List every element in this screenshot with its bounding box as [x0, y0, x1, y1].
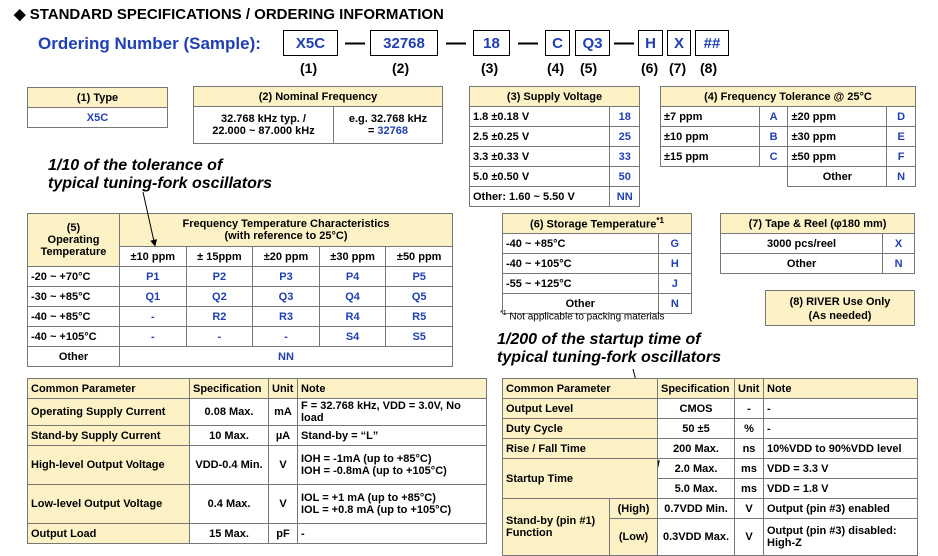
- param-note-line: IOL = +1 mA (up to +85°C): [301, 492, 436, 504]
- tape-reel-other: Other: [721, 254, 883, 274]
- temp-code: Q4: [319, 287, 386, 307]
- temp-code: -: [120, 327, 187, 347]
- col-header-parameter: Common Parameter: [28, 379, 190, 399]
- order-part-tolerance: C: [545, 30, 570, 56]
- order-index: (5): [580, 60, 598, 76]
- param-note: [298, 446, 487, 485]
- order-index: (6): [641, 60, 659, 76]
- param-note-line: IOL = +0.8 mA (up to +105°C): [301, 504, 452, 516]
- tolerance-code: D: [887, 107, 916, 127]
- ordering-number-label: Ordering Number (Sample):: [38, 34, 261, 53]
- param-unit: V: [735, 519, 764, 556]
- param-unit: V: [269, 485, 298, 524]
- temp-char-num: (5): [66, 222, 81, 234]
- storage-other-label: Other: [503, 294, 659, 314]
- order-dash: —: [345, 32, 365, 54]
- tolerance-value: ±30 ppm: [788, 127, 887, 147]
- tolerance-value: ±10 ppm: [661, 127, 760, 147]
- temp-code: S4: [319, 327, 386, 347]
- tape-reel-value: 3000 pcs/reel: [721, 234, 883, 254]
- frequency-typ: 32.768 kHz typ. /: [220, 113, 306, 125]
- river-use-title: (8) RIVER Use Only: [789, 296, 891, 308]
- supply-voltage-value: 1.8 ±0.18 V: [470, 107, 610, 127]
- temp-code: Q5: [386, 287, 453, 307]
- startup-note-line1: 1/200 of the startup time of: [497, 331, 701, 348]
- param-name: Rise / Fall Time: [503, 439, 658, 459]
- temp-code: P1: [120, 267, 187, 287]
- temp-code: P3: [253, 267, 320, 287]
- temp-char-col: ±20 ppm: [253, 247, 320, 267]
- temp-range: -20 ~ +70°C: [28, 267, 120, 287]
- param-note: VDD = 3.3 V: [764, 459, 918, 479]
- startup-note-line2: typical tuning-fork oscillators: [497, 349, 722, 366]
- order-dash: —: [446, 32, 466, 54]
- supply-voltage-value: 5.0 ±0.50 V: [470, 167, 610, 187]
- param-spec: 50 ±5: [658, 419, 735, 439]
- param-unit: V: [735, 499, 764, 519]
- param-note: F = 32.768 kHz, VDD = 3.0V, No load: [298, 399, 487, 426]
- tape-reel-header: (7) Tape & Reel (φ180 mm): [721, 214, 915, 234]
- tolerance-note-line2: typical tuning-fork oscillators: [48, 175, 273, 192]
- param-unit: ms: [735, 459, 764, 479]
- order-part-storage: H: [638, 30, 663, 56]
- tape-reel-other-code: N: [883, 254, 915, 274]
- order-index: (3): [481, 60, 499, 76]
- tolerance-code: A: [759, 107, 788, 127]
- temp-code: R2: [186, 307, 253, 327]
- common-param-table-right: [502, 378, 918, 556]
- param-name-line: Stand-by (pin #1): [506, 515, 596, 527]
- param-unit: pF: [269, 524, 298, 544]
- temp-code: Q3: [253, 287, 320, 307]
- param-unit: mA: [269, 399, 298, 426]
- param-spec: 200 Max.: [658, 439, 735, 459]
- storage-range: -40 ~ +85°C: [503, 234, 659, 254]
- param-note-line: High-Z: [767, 537, 802, 549]
- param-note: 10%VDD to 90%VDD level: [764, 439, 918, 459]
- param-unit: -: [735, 399, 764, 419]
- storage-code: H: [658, 254, 691, 274]
- supply-voltage-code: 50: [610, 167, 640, 187]
- type-header: (1) Type: [28, 88, 168, 108]
- param-unit: V: [269, 446, 298, 485]
- order-index: (4): [547, 60, 565, 76]
- frequency-example-eq: =: [367, 125, 378, 137]
- storage-code: J: [658, 274, 691, 294]
- param-note: [298, 485, 487, 524]
- order-part-type: X5C: [283, 30, 338, 56]
- temp-range: -30 ~ +85°C: [28, 287, 120, 307]
- param-unit: ns: [735, 439, 764, 459]
- tolerance-header: (4) Frequency Tolerance @ 25°C: [661, 87, 916, 107]
- storage-other-code: N: [658, 294, 691, 314]
- frequency-header: (2) Nominal Frequency: [194, 87, 443, 107]
- param-spec: 5.0 Max.: [658, 479, 735, 499]
- param-spec: 15 Max.: [190, 524, 269, 544]
- col-header-unit: Unit: [269, 379, 298, 399]
- param-unit: ms: [735, 479, 764, 499]
- page-title: ◆ STANDARD SPECIFICATIONS / ORDERING INFORMATION: [14, 6, 444, 23]
- temp-code: S5: [386, 327, 453, 347]
- supply-voltage-value: 2.5 ±0.25 V: [470, 127, 610, 147]
- supply-voltage-code: 18: [610, 107, 640, 127]
- temp-code: -: [120, 307, 187, 327]
- param-name: High-level Output Voltage: [28, 446, 190, 485]
- param-note: -: [298, 524, 487, 544]
- param-note-line: Output (pin #3) disabled:: [767, 525, 897, 537]
- tolerance-code: E: [887, 127, 916, 147]
- supply-voltage-value: Other: 1.60 ~ 5.50 V: [470, 187, 610, 207]
- param-name: [503, 499, 610, 556]
- supply-voltage-code: NN: [610, 187, 640, 207]
- param-name: Startup Time: [503, 459, 658, 499]
- param-spec: 0.3VDD Max.: [658, 519, 735, 556]
- storage-temp-title: (6) Storage Temperature: [530, 218, 657, 231]
- temp-range: -40 ~ +105°C: [28, 327, 120, 347]
- storage-footnote-mark: *1: [500, 310, 507, 317]
- tape-reel-code: X: [883, 234, 915, 254]
- temperature-label: Temperature: [40, 246, 107, 258]
- tolerance-value: ±20 ppm: [788, 107, 887, 127]
- frequency-span: 22.000 ~ 87.000 kHz: [212, 125, 315, 137]
- param-note: Stand-by = “L”: [298, 426, 487, 446]
- temp-code: -: [253, 327, 320, 347]
- param-name: Stand-by Supply Current: [28, 426, 190, 446]
- temp-code: Q2: [186, 287, 253, 307]
- param-note-line: IOH = -0.8mA (up to +105°C): [301, 465, 447, 477]
- param-spec: VDD-0.4 Min.: [190, 446, 269, 485]
- temp-code: P2: [186, 267, 253, 287]
- param-note-line: IOH = -1mA (up to +85°C): [301, 453, 432, 465]
- supply-voltage-header: (3) Supply Voltage: [470, 87, 640, 107]
- order-part-voltage: 18: [473, 30, 510, 56]
- param-note: -: [764, 419, 918, 439]
- temp-code: R4: [319, 307, 386, 327]
- tolerance-code: F: [887, 147, 916, 167]
- storage-temp-sup: *1: [656, 216, 664, 226]
- temp-code: P5: [386, 267, 453, 287]
- param-note: VDD = 1.8 V: [764, 479, 918, 499]
- order-index: (1): [300, 60, 318, 76]
- supply-voltage-value: 3.3 ±0.33 V: [470, 147, 610, 167]
- temp-code: R3: [253, 307, 320, 327]
- storage-range: -40 ~ +105°C: [503, 254, 659, 274]
- order-part-tape: X: [667, 30, 691, 56]
- temp-other-code: NN: [120, 347, 453, 367]
- river-use-subtitle: (As needed): [808, 310, 872, 322]
- order-part-river: ##: [695, 30, 729, 56]
- param-spec: 0.7VDD Min.: [658, 499, 735, 519]
- temp-code: P4: [319, 267, 386, 287]
- param-name: Low-level Output Voltage: [28, 485, 190, 524]
- tolerance-other-label: Other: [788, 167, 887, 187]
- common-param-table-left: [27, 378, 487, 544]
- temp-code: Q1: [120, 287, 187, 307]
- order-index: (2): [392, 60, 410, 76]
- order-part-frequency: 32768: [370, 30, 438, 56]
- storage-code: G: [658, 234, 691, 254]
- temp-code: -: [186, 327, 253, 347]
- param-name-line: Function: [506, 527, 553, 539]
- type-value: X5C: [28, 108, 168, 128]
- param-note: -: [764, 399, 918, 419]
- operating-label: Operating: [47, 234, 100, 246]
- param-spec: 2.0 Max.: [658, 459, 735, 479]
- col-header-note: Note: [764, 379, 918, 399]
- tolerance-code: C: [759, 147, 788, 167]
- param-name: Operating Supply Current: [28, 399, 190, 426]
- temp-char-col: ±30 ppm: [319, 247, 386, 267]
- standby-low-label: (Low): [610, 519, 658, 556]
- tolerance-value: ±15 ppm: [661, 147, 760, 167]
- temp-code: R5: [386, 307, 453, 327]
- param-spec: 0.08 Max.: [190, 399, 269, 426]
- col-header-note: Note: [298, 379, 487, 399]
- order-part-temp-char: Q3: [575, 30, 610, 56]
- order-index: (8): [700, 60, 718, 76]
- temp-char-subtitle: (with reference to 25°C): [224, 230, 348, 242]
- supply-voltage-code: 25: [610, 127, 640, 147]
- param-spec: 10 Max.: [190, 426, 269, 446]
- tolerance-other-code: N: [887, 167, 916, 187]
- col-header-unit: Unit: [735, 379, 764, 399]
- temp-char-title: Frequency Temperature Characteristics: [182, 218, 390, 230]
- temp-range: -40 ~ +85°C: [28, 307, 120, 327]
- order-index: (7): [669, 60, 687, 76]
- col-header-parameter: Common Parameter: [503, 379, 658, 399]
- supply-voltage-code: 33: [610, 147, 640, 167]
- param-spec: CMOS: [658, 399, 735, 419]
- temp-char-col: ±10 ppm: [120, 247, 187, 267]
- temp-char-col: ±50 ppm: [386, 247, 453, 267]
- arrow-tolerance: [143, 192, 155, 246]
- param-name: Duty Cycle: [503, 419, 658, 439]
- tolerance-code: B: [759, 127, 788, 147]
- param-note: Output (pin #3) enabled: [764, 499, 918, 519]
- param-unit: µA: [269, 426, 298, 446]
- tolerance-value: ±7 ppm: [661, 107, 760, 127]
- tolerance-note-line1: 1/10 of the tolerance of: [48, 157, 223, 174]
- temp-other-label: Other: [28, 347, 120, 367]
- frequency-example-line: e.g. 32.768 kHz: [348, 113, 428, 125]
- param-name: Output Load: [28, 524, 190, 544]
- order-dash: —: [614, 32, 634, 54]
- col-header-spec: Specification: [658, 379, 735, 399]
- temp-char-col: ± 15ppm: [186, 247, 253, 267]
- tolerance-value: ±50 ppm: [788, 147, 887, 167]
- order-dash: —: [518, 32, 538, 54]
- param-name: Output Level: [503, 399, 658, 419]
- standby-high-label: (High): [610, 499, 658, 519]
- param-spec: 0.4 Max.: [190, 485, 269, 524]
- storage-range: -55 ~ +125°C: [503, 274, 659, 294]
- param-unit: %: [735, 419, 764, 439]
- frequency-example-code: 32768: [377, 125, 409, 137]
- storage-footnote-text: Not applicable to packing materials: [506, 311, 665, 323]
- col-header-spec: Specification: [190, 379, 269, 399]
